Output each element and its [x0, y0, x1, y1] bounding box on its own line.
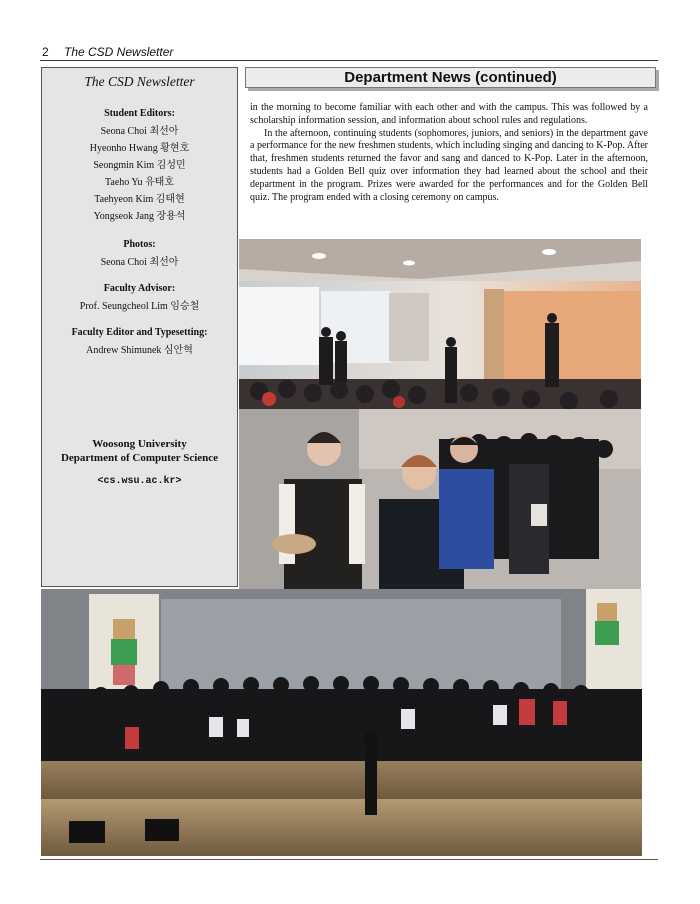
faculty-advisor-section [42, 283, 237, 315]
section-heading: Student Editors: [104, 108, 175, 119]
university-name: Woosong University [92, 438, 187, 450]
section-heading: Faculty Editor and Typesetting: [71, 327, 208, 338]
article-paragraph: In the afternoon, continuing students (sophomores, juniors, and seniors) in the department gave a performance for the new freshmen students, which including singing and dancing to K-Pop. After that, freshmen students returned the favor and sang and danced to K-Pop. Later in the afternoon, students had a Golden Bell quiz over information they had learned about the school and their department in the program. Prizes were awarded for the performances and for the Golden Bell quiz. The program ended with a closing ceremony on campus. [250, 127, 648, 203]
advisor-name: Prof. Seungcheol Lim 임승철 [79, 301, 200, 312]
page-number: 2 [42, 45, 49, 59]
section-heading: Faculty Advisor: [103, 283, 176, 294]
article-paragraph: in the morning to become familiar with each other and with the campus. This was followed by a scholarship information session, and information about school rules and regulations. [250, 102, 648, 126]
faculty-editor-section [42, 327, 237, 359]
editor-name: Andrew Shimunek 심안혁 [86, 345, 193, 356]
section-banner: Department News (continued) [245, 67, 656, 88]
photographer-name: Seona Choi 최선아 [100, 257, 179, 268]
editor-name: Hyeonho Hwang 황현호 [89, 143, 190, 154]
department-name: Department of Computer Science [60, 452, 219, 464]
editor-name: Taehyeon Kim 김태현 [94, 194, 185, 205]
editor-name: Seongmin Kim 김성민 [93, 160, 186, 171]
photos-section [42, 239, 237, 271]
department-url: <cs.wsu.ac.kr> [97, 476, 182, 487]
header-rule [40, 60, 658, 61]
students-receiving-prizes-photo [239, 409, 641, 589]
students-on-stage-photo [41, 589, 642, 856]
newsletter-title: The CSD Newsletter [64, 45, 174, 59]
masthead-sidebar [41, 67, 238, 587]
page-header [40, 42, 658, 62]
footer-rule [40, 859, 658, 860]
students-in-auditorium-photo [239, 239, 641, 409]
university-block [42, 437, 237, 465]
editor-name: Seona Choi 최선아 [100, 126, 179, 137]
article-body [250, 102, 648, 204]
editor-name: Yongseok Jang 장용석 [93, 211, 186, 222]
masthead-title: The CSD Newsletter [84, 74, 195, 89]
student-editors-section [42, 108, 237, 225]
editor-name: Taeho Yu 유태호 [104, 177, 174, 188]
section-heading: Photos: [123, 239, 156, 250]
